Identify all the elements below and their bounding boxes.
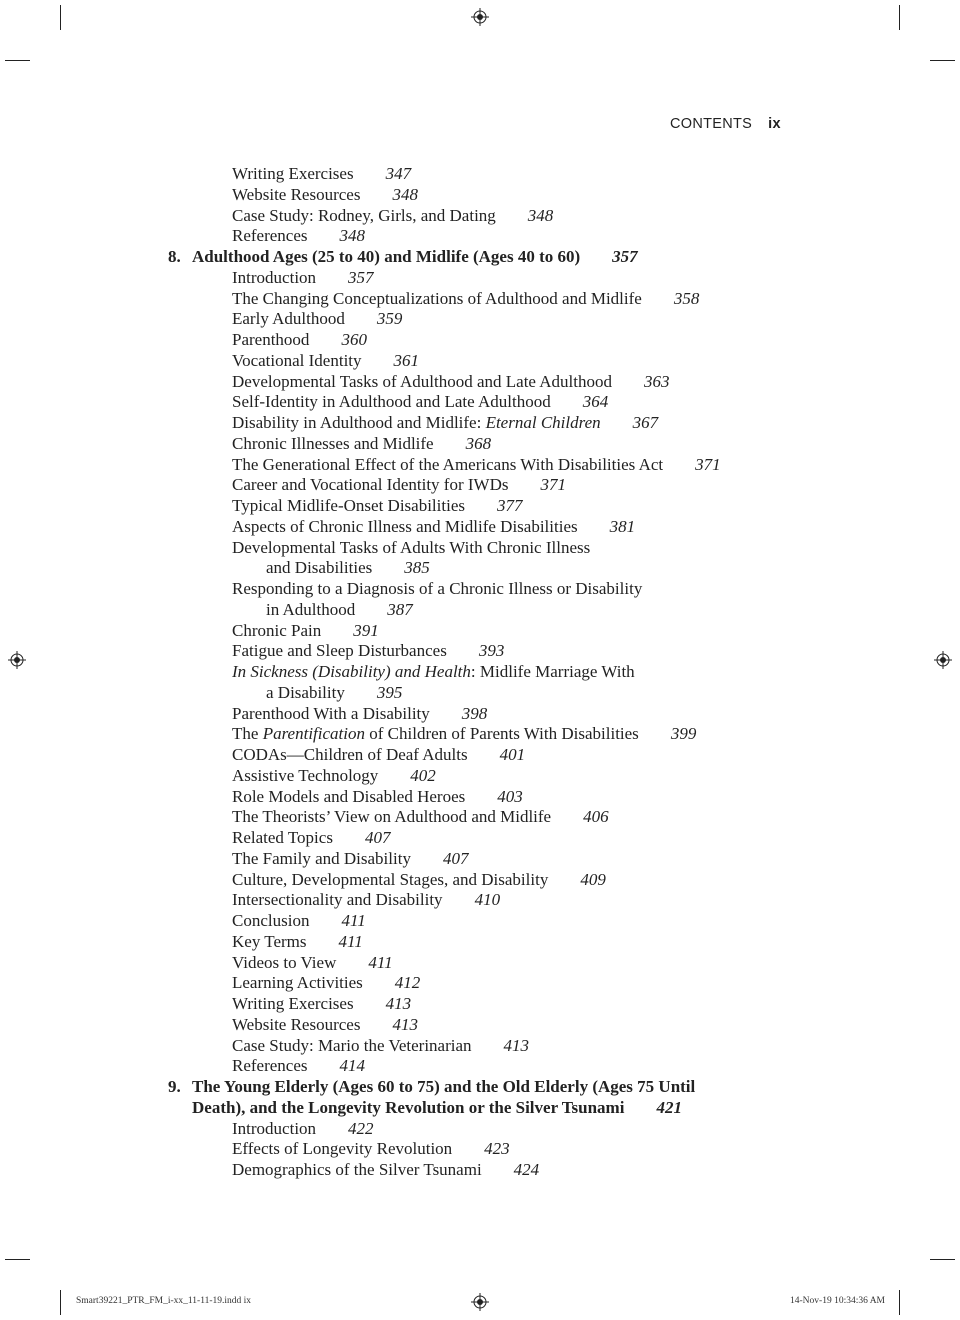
toc-entry xyxy=(168,289,808,310)
toc-entry xyxy=(168,641,808,662)
registration-mark-icon xyxy=(934,651,952,669)
toc-page-number: 385 xyxy=(404,558,430,578)
toc-entry-title: Developmental Tasks of Adults With Chronic Illness xyxy=(232,537,591,557)
toc-entry xyxy=(168,724,808,745)
toc-entry xyxy=(168,1139,808,1160)
toc-entry xyxy=(168,890,808,911)
toc-page-number: 377 xyxy=(497,496,523,515)
toc-entry-title: Developmental Tasks of Adulthood and Late Adulthood xyxy=(232,371,612,391)
toc-entry-title: Parenthood With a Disability xyxy=(232,703,430,723)
toc-entry-title-prefix: The xyxy=(232,724,263,744)
toc-entry xyxy=(168,1160,808,1181)
toc-entry xyxy=(168,517,808,538)
toc-page-number: 414 xyxy=(339,1056,366,1076)
toc-entry xyxy=(168,372,808,393)
crop-mark xyxy=(899,1290,900,1315)
toc-entry-title: Disability in Adulthood and Midlife: xyxy=(232,413,486,432)
toc-page-number: 413 xyxy=(392,1014,418,1034)
toc-page-number: 360 xyxy=(341,330,367,349)
toc-entry xyxy=(168,932,808,953)
chapter-title: Adulthood Ages (25 to 40) and Midlife (Ages 40 to 60) xyxy=(192,247,581,266)
toc-page-number: 391 xyxy=(353,620,379,640)
toc-entry xyxy=(168,413,808,434)
toc-page-number: 421 xyxy=(656,1097,682,1117)
toc-entry xyxy=(168,455,808,476)
crop-mark xyxy=(60,5,61,30)
toc-entry-title: Assistive Technology xyxy=(232,765,379,785)
toc-entry xyxy=(168,973,808,994)
toc-entry-title: Fatigue and Sleep Disturbances xyxy=(232,641,447,661)
toc-entry-title: Introduction xyxy=(232,1118,317,1138)
toc-page-number: 402 xyxy=(410,765,436,785)
chapter-title: Death), and the Longevity Revolution or the Silver Tsunami xyxy=(192,1097,625,1117)
toc-page-number: 410 xyxy=(474,890,501,910)
toc-entry-title: Introduction xyxy=(232,267,317,287)
crop-mark xyxy=(5,1259,30,1260)
toc-entry-title: The Family and Disability xyxy=(232,848,411,868)
toc-page-number: 422 xyxy=(348,1118,374,1138)
toc-page-number: 395 xyxy=(376,682,403,702)
toc-page-number: 409 xyxy=(580,869,606,889)
toc-entry xyxy=(168,392,808,413)
toc-entry xyxy=(168,1015,808,1036)
registration-mark-icon xyxy=(8,651,26,669)
toc-entry-title: Writing Exercises xyxy=(232,994,354,1013)
toc-entry xyxy=(168,994,808,1015)
toc-entry xyxy=(168,309,808,330)
toc-entry xyxy=(168,206,808,227)
toc-page-number: 412 xyxy=(394,973,421,993)
toc-page-number: 348 xyxy=(392,184,418,204)
toc-entry-title: Demographics of the Silver Tsunami xyxy=(232,1160,482,1179)
toc-entry xyxy=(168,621,808,642)
toc-entry-title: The Changing Conceptualizations of Adulthood and Midlife xyxy=(232,288,642,308)
toc-entry-title: Aspects of Chronic Illness and Midlife Disabilities xyxy=(232,516,578,536)
toc-entry xyxy=(168,268,808,289)
toc-page-number: 358 xyxy=(673,288,700,308)
toc-entry-italic-title: Parentification xyxy=(262,724,365,744)
toc-page-number: 424 xyxy=(513,1160,540,1179)
chapter-number: 8. xyxy=(168,247,181,266)
toc-entry-title: Role Models and Disabled Heroes xyxy=(232,786,466,806)
toc-page-number: 381 xyxy=(609,516,636,536)
toc-entry xyxy=(168,828,808,849)
toc-page-number: 348 xyxy=(527,205,554,225)
toc-entry-title: : Midlife Marriage With xyxy=(470,662,635,681)
toc-page-number: 357 xyxy=(612,247,638,266)
toc-page-number: 393 xyxy=(478,641,505,661)
toc-entry-title: Website Resources xyxy=(232,1014,361,1034)
toc-page-number: 361 xyxy=(393,350,420,370)
toc-page-number: 411 xyxy=(341,911,366,930)
toc-entry-title: of Children of Parents With Disabilities xyxy=(365,724,639,744)
toc-page-number: 348 xyxy=(339,226,366,246)
chapter-title: The Young Elderly (Ages 60 to 75) and the Old Elderly (Ages 75 Until xyxy=(192,1077,696,1096)
page-folio: ix xyxy=(768,116,781,132)
toc-entry xyxy=(168,351,808,372)
toc-entry-title: Case Study: Mario the Veterinarian xyxy=(232,1035,472,1055)
slug-timestamp: 14-Nov-19 10:34:36 AM xyxy=(790,1296,885,1306)
toc-entry xyxy=(168,434,808,455)
toc-entry xyxy=(168,475,808,496)
toc-entry-title: Vocational Identity xyxy=(232,350,362,370)
toc-entry xyxy=(168,911,808,932)
toc-entry xyxy=(168,807,808,828)
table-of-contents xyxy=(168,164,808,1181)
toc-entry xyxy=(168,185,808,206)
toc-entry-title: a Disability xyxy=(266,682,345,702)
toc-entry-title: Career and Vocational Identity for IWDs xyxy=(232,475,509,495)
toc-entry-title: References xyxy=(232,1056,308,1076)
toc-entry-title: Typical Midlife-Onset Disabilities xyxy=(232,496,465,515)
toc-entry xyxy=(168,1119,808,1140)
toc-page-number: 359 xyxy=(376,309,403,329)
toc-entry xyxy=(168,766,808,787)
toc-entry-title: Intersectionality and Disability xyxy=(232,890,443,910)
toc-entry-title: Self-Identity in Adulthood and Late Adulthood xyxy=(232,392,551,412)
toc-entry-title: Learning Activities xyxy=(232,973,363,993)
toc-entry xyxy=(168,164,808,185)
toc-page-number: 357 xyxy=(348,267,374,287)
running-head xyxy=(670,116,781,132)
toc-page-number: 387 xyxy=(387,599,413,619)
toc-entry-italic-title: Eternal Children xyxy=(485,413,601,432)
toc-entry-title: Conclusion xyxy=(232,911,310,930)
toc-page-number: 403 xyxy=(497,786,523,806)
toc-entry xyxy=(168,870,808,891)
toc-entry xyxy=(168,496,808,517)
crop-mark xyxy=(930,1259,955,1260)
toc-chapter-continuation xyxy=(168,1098,808,1119)
toc-entry-title: CODAs—Children of Deaf Adults xyxy=(232,745,468,764)
toc-entry-italic-title: In Sickness (Disability) and Health xyxy=(232,662,471,681)
toc-entry-title: Chronic Pain xyxy=(232,620,322,640)
toc-chapter-entry xyxy=(168,1077,808,1098)
toc-entry-title: Chronic Illnesses and Midlife xyxy=(232,433,434,453)
toc-entry xyxy=(168,579,808,600)
toc-entry-title: Responding to a Diagnosis of a Chronic Illness or Disability xyxy=(232,579,643,598)
toc-entry-title: Case Study: Rodney, Girls, and Dating xyxy=(232,205,496,225)
toc-entry xyxy=(168,226,808,247)
toc-entry xyxy=(168,745,808,766)
toc-page-number: 401 xyxy=(499,745,526,764)
toc-page-number: 413 xyxy=(503,1035,530,1055)
toc-page-number: 371 xyxy=(540,475,566,495)
toc-entry-title: Culture, Developmental Stages, and Disability xyxy=(232,869,549,889)
toc-page-number: 411 xyxy=(368,952,393,972)
crop-mark xyxy=(899,5,900,30)
chapter-number: 9. xyxy=(168,1077,181,1096)
toc-page-number: 371 xyxy=(695,454,721,474)
toc-page-number: 411 xyxy=(338,931,363,951)
toc-entry xyxy=(168,1056,808,1077)
toc-entry xyxy=(168,704,808,725)
toc-page-number: 413 xyxy=(385,994,412,1013)
toc-page-number: 363 xyxy=(644,371,670,391)
toc-page-number: 398 xyxy=(461,703,488,723)
toc-entry-title: References xyxy=(232,226,308,246)
toc-page-number: 423 xyxy=(484,1139,510,1159)
toc-entry-title: Key Terms xyxy=(232,931,307,951)
toc-entry-continuation xyxy=(168,600,808,621)
toc-page-number: 364 xyxy=(582,392,609,412)
toc-entry-title: Videos to View xyxy=(232,952,337,972)
toc-entry xyxy=(168,538,808,559)
registration-mark-icon xyxy=(471,1293,489,1311)
toc-entry-title: Effects of Longevity Revolution xyxy=(232,1139,453,1159)
toc-entry-title: Website Resources xyxy=(232,184,361,204)
slug-filename: Smart39221_PTR_FM_i-xx_11-11-19.indd ix xyxy=(76,1296,252,1306)
toc-page-number: 368 xyxy=(465,433,492,453)
toc-entry-continuation xyxy=(168,683,808,704)
toc-entry-continuation xyxy=(168,558,808,579)
running-head-label: CONTENTS xyxy=(670,116,753,132)
toc-entry-title: and Disabilities xyxy=(266,558,373,578)
toc-entry xyxy=(168,330,808,351)
toc-entry xyxy=(168,953,808,974)
toc-page-number: 407 xyxy=(364,828,391,847)
crop-mark xyxy=(60,1290,61,1315)
registration-mark-icon xyxy=(471,8,489,26)
toc-entry xyxy=(168,662,808,683)
toc-entry-title: The Theorists’ View on Adulthood and Midlife xyxy=(232,807,552,827)
toc-page-number: 347 xyxy=(385,164,412,183)
toc-entry xyxy=(168,787,808,808)
toc-entry-title: Writing Exercises xyxy=(232,164,354,183)
toc-entry-title: Parenthood xyxy=(232,330,310,349)
toc-page-number: 406 xyxy=(583,807,609,827)
toc-entry xyxy=(168,849,808,870)
toc-entry-title: Early Adulthood xyxy=(232,309,345,329)
crop-mark xyxy=(5,60,30,61)
toc-page-number: 399 xyxy=(670,724,697,744)
toc-page-number: 367 xyxy=(632,413,659,432)
toc-chapter-entry xyxy=(168,247,808,268)
toc-entry-title: in Adulthood xyxy=(266,599,356,619)
toc-entry-title: Related Topics xyxy=(232,828,333,847)
toc-entry-title: The Generational Effect of the Americans With Disabilities Act xyxy=(232,454,664,474)
toc-page-number: 407 xyxy=(442,848,469,868)
toc-entry xyxy=(168,1036,808,1057)
crop-mark xyxy=(930,60,955,61)
